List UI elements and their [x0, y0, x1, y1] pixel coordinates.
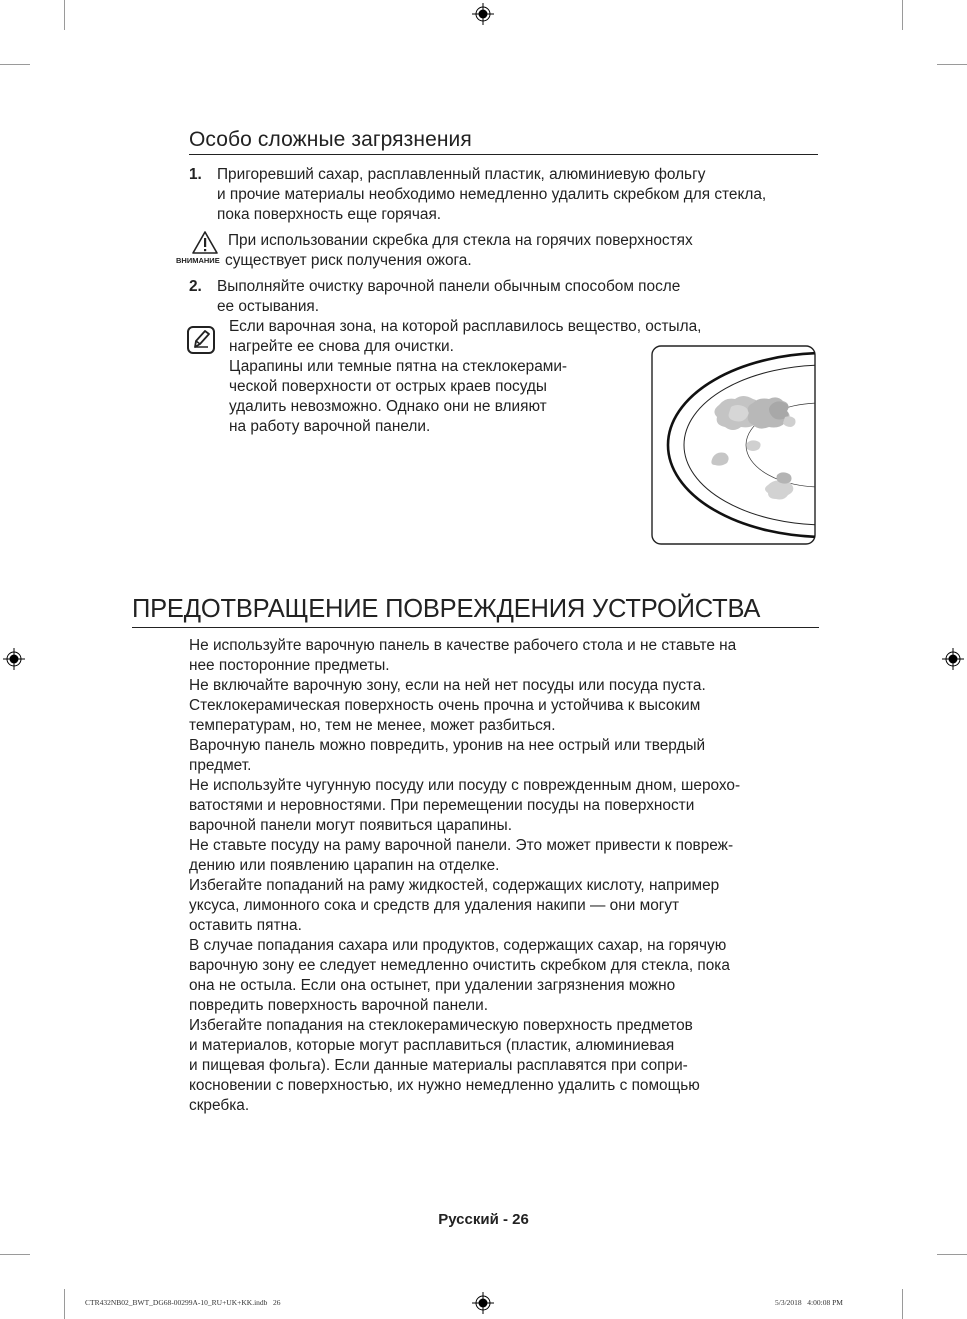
text-line: температурам, но, тем не менее, может разбиться.	[189, 717, 556, 734]
crop-mark	[937, 1254, 967, 1255]
text-line: Пригоревший сахар, расплавленный пластик, алюминиевую фольгу	[217, 166, 706, 183]
paragraph	[189, 696, 829, 736]
paragraph	[189, 1016, 829, 1116]
text-line: скребка.	[189, 1097, 250, 1114]
subsection-title: Особо сложные загрязнения	[189, 128, 472, 151]
cooktop-zone-with-stains-illustration	[651, 345, 816, 545]
registration-mark-icon	[3, 648, 25, 670]
print-slug-date: 5/3/2018 4:00:08 PM	[775, 1298, 843, 1307]
crop-mark	[902, 0, 903, 30]
text-line: нагрейте ее снова для очистки.	[229, 338, 454, 355]
text-line: Царапины или темные пятна на стеклокерами-	[229, 358, 568, 375]
text-line: Избегайте попаданий на раму жидкостей, содержащих кислоту, например	[189, 877, 720, 894]
paragraph	[189, 776, 829, 836]
paragraph	[189, 636, 829, 676]
crop-mark	[902, 1289, 903, 1319]
text-line: Не используйте чугунную посуду или посуду с поврежденным дном, шерохо-	[189, 777, 741, 794]
text-line: оставить пятна.	[189, 917, 302, 934]
text-line: и пищевая фольга). Если данные материалы расплавятся при сопри-	[189, 1057, 688, 1074]
text-line: ческой поверхности от острых краев посуды	[229, 378, 547, 395]
step-number: 2.	[189, 278, 202, 295]
text-line: варочную зону ее следует немедленно очистить скребком для стекла, пока	[189, 957, 730, 974]
registration-mark-icon	[942, 648, 964, 670]
text-line: Варочную панель можно повредить, уронив на нее острый или твердый	[189, 737, 706, 754]
text-line: Выполняйте очистку варочной панели обычным способом после	[217, 278, 681, 295]
text-line: нее посторонние предметы.	[189, 657, 390, 674]
warning-label: ВНИМАНИЕ	[176, 256, 220, 265]
text-line: удалить невозможно. Однако они не влияют	[229, 398, 547, 415]
registration-mark-icon	[472, 1292, 494, 1314]
text-line: Не используйте варочную панель в качестве рабочего стола и не ставьте на	[189, 637, 737, 654]
section-body	[189, 636, 829, 1116]
paragraph	[189, 736, 829, 776]
section-divider	[132, 627, 819, 628]
text-line: и материалов, которые могут расплавиться (пластик, алюминиевая	[189, 1037, 675, 1054]
text-line: Не ставьте посуду на раму варочной панели. Это может привести к повреж-	[189, 837, 734, 854]
text-line: ватостями и неровностями. При перемещении посуды на поверхности	[189, 797, 695, 814]
text-line: При использовании скребка для стекла на горячих поверхностях	[228, 232, 693, 249]
text-line: существует риск получения ожога.	[225, 252, 472, 269]
text-line: Стеклокерамическая поверхность очень прочна и устойчива к высоким	[189, 697, 701, 714]
text-line: В случае попадания сахара или продуктов, содержащих сахар, на горячую	[189, 937, 727, 954]
text-line: Если варочная зона, на которой расплавилось вещество, остыла,	[229, 318, 702, 335]
subsection-divider	[189, 154, 818, 155]
text-line: дению или появлению царапин на отделке.	[189, 857, 500, 874]
registration-mark-icon	[472, 3, 494, 25]
crop-mark	[64, 1289, 65, 1319]
text-line: Избегайте попадания на стеклокерамическую поверхность предметов	[189, 1017, 693, 1034]
text-line: повредить поверхность варочной панели.	[189, 997, 488, 1014]
crop-mark	[64, 0, 65, 30]
note-pencil-icon	[186, 325, 216, 355]
section-title: ПРЕДОТВРАЩЕНИЕ ПОВРЕЖДЕНИЯ УСТРОЙСТВА	[132, 595, 761, 623]
crop-mark	[937, 64, 967, 65]
page-number: Русский - 26	[438, 1211, 529, 1228]
step-number: 1.	[189, 166, 202, 183]
text-line: на работу варочной панели.	[229, 418, 431, 435]
paragraph	[189, 936, 829, 1016]
paragraph	[189, 676, 829, 696]
text-line: варочной панели могут появиться царапины.	[189, 817, 512, 834]
crop-mark	[0, 64, 30, 65]
text-line: она не остыла. Если она остынет, при удалении загрязнения можно	[189, 977, 676, 994]
paragraph	[189, 876, 829, 936]
text-line: уксуса, лимонного сока и средств для удаления накипи — они могут	[189, 897, 680, 914]
print-slug-filename: CTR432NB02_BWT_DG68-00299A-10_RU+UK+KK.indb 26	[85, 1298, 281, 1307]
text-line: ее остывания.	[217, 298, 320, 315]
text-line: Не включайте варочную зону, если на ней нет посуды или посуда пуста.	[189, 677, 706, 694]
text-line: предмет.	[189, 757, 252, 774]
text-line: косновении с поверхностью, их нужно немедленно удалить с помощью	[189, 1077, 700, 1094]
paragraph	[189, 836, 829, 876]
text-line: и прочие материалы необходимо немедленно удалить скребком для стекла,	[217, 186, 767, 203]
text-line: пока поверхность еще горячая.	[217, 206, 442, 223]
crop-mark	[0, 1254, 30, 1255]
